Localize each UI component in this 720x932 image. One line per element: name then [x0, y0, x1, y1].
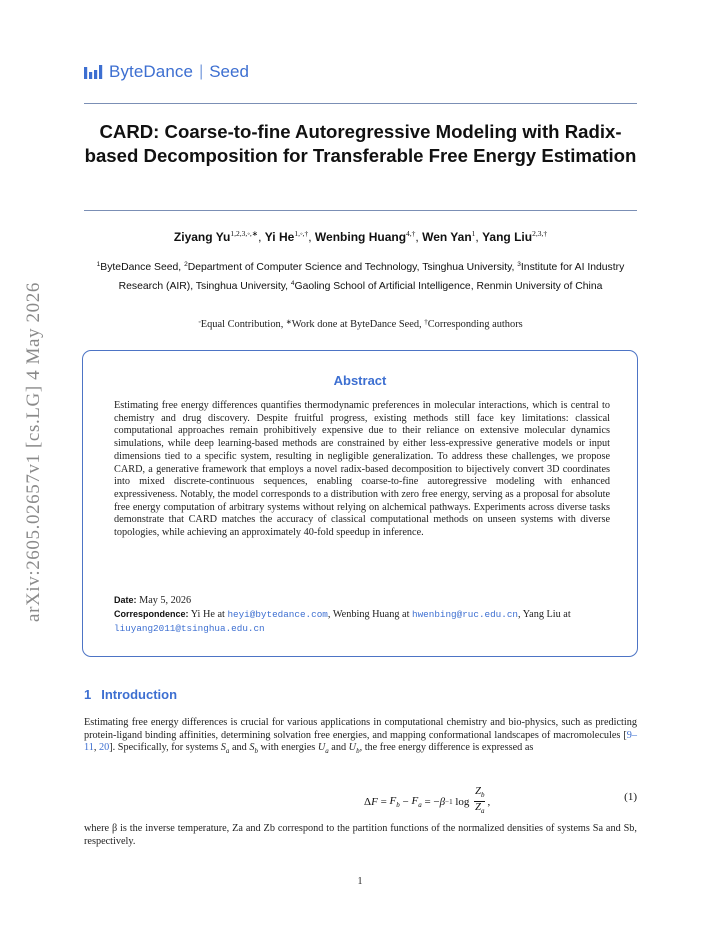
date-value: May 5, 2026 — [139, 595, 192, 606]
email-link[interactable]: hwenbing@ruc.edu.cn — [412, 609, 519, 620]
note-text: Work done at ByteDance Seed, — [291, 319, 425, 330]
date-line — [114, 594, 610, 607]
email-link[interactable]: heyi@bytedance.com — [227, 609, 328, 620]
page-number: 1 — [357, 876, 363, 887]
bytedance-logo-icon — [84, 64, 103, 80]
paper-title: CARD: Coarse-to-fine Autoregressive Modeling with Radix-based Decomposition for Transferable Free Energy Estimation — [84, 121, 637, 166]
equation-number: (1) — [624, 791, 637, 803]
author-name: Wen Yan — [422, 230, 472, 244]
note-mark: ◦ — [198, 318, 201, 326]
arxiv-stamp-text: arXiv:2605.02657v1 [cs.LG] 4 May 2026 — [23, 282, 44, 622]
author-marks: 1,2,3,◦,∗ — [230, 229, 259, 238]
abstract-heading: Abstract — [333, 373, 387, 388]
citation-separator: , — [93, 742, 99, 754]
note-text: Equal Contribution, — [200, 319, 286, 330]
author-marks: 4,† — [406, 229, 416, 238]
note-text: Corresponding authors — [427, 319, 523, 330]
intro-paragraph: Estimating free energy differences is crucial for various applications in computational chemistry and bio-physics, such as predicting protein-ligand binding affinities, determining solvation free energies, and mapping conformational landscapes of macromolecules [9–11, 20]. Specifically, for systems $S_a$ and $S_b$ with energies $U_a$ and $U_b$, the free energy difference is expressed as — [84, 717, 637, 756]
brand-name: ByteDance — [109, 62, 194, 81]
affiliation-mark: 3 — [517, 261, 521, 268]
correspondence-suffix: , — [327, 609, 333, 620]
arxiv-stamp — [14, 262, 54, 642]
equation-1 — [84, 782, 637, 816]
citation-link[interactable]: 20 — [99, 742, 110, 754]
affiliation-list: $^1$ByteDance Seed, $^2$Department of Computer Science and Technology, Tsinghua University, $^3$Institute for AI Industry Research (AIR), Tsinghua University, $^4$Gaoling School of Artificial Intelligence, Renmin University of China — [96, 261, 625, 292]
author-name: Ziyang Yu — [173, 230, 231, 244]
citation-link[interactable]: 9–11 — [84, 729, 637, 754]
author-name: Wenbing Huang — [314, 230, 407, 244]
author-list: Ziyang $Yu^{1,2,3,◦,∗}$, Yi $He^{1,◦,\dagger}$, Wenbing Huang$^{4,\dagger}$, Wen Yan$^1$, Yang Liu$^{2,3,\dagger}$ — [173, 229, 548, 244]
author-marks: 2,3,† — [532, 229, 548, 238]
equation-body: Δ F = $F_b$ − $F_a$ = − β −1 log $\frac{Z_b}{Z_a}$ , — [364, 786, 491, 816]
note-mark: ∗ — [285, 318, 292, 326]
section-title: Introduction — [101, 687, 178, 702]
correspondence-line — [114, 607, 610, 636]
section-heading — [84, 687, 177, 702]
intro-text: Estimating free energy differences is crucial for various applications in computational chemistry and bio-physics, such as predicting protein-ligand binding affinities, determining solvation free energies, and mapping conformational landscapes of macromolecules [ — [84, 717, 637, 741]
author-name: Yi He — [264, 230, 295, 244]
abstract-box — [82, 350, 638, 657]
correspondence-suffix: , — [518, 609, 523, 620]
date-label: Date: — [114, 595, 137, 605]
correspondence-prefix: Yi He at — [190, 609, 228, 620]
author-marks: 1,◦,† — [294, 229, 309, 238]
equation-fraction: $\frac{Z_b}{Z_a}$ — [475, 786, 485, 816]
brand-separator: | — [199, 63, 204, 80]
affiliation-mark: 4 — [290, 280, 295, 287]
affiliation-item: ByteDance Seed — [100, 262, 179, 273]
affiliation-item: Department of Computer Science and Technology, Tsinghua University — [187, 262, 512, 273]
affiliation-mark: 1 — [96, 261, 101, 268]
email-link[interactable]: liuyang2011@tsinghua.edu.cn — [114, 623, 265, 634]
abstract-body: Estimating free energy differences quantifies thermodynamic preferences in molecular interactions, which is central to chemistry and drug discovery. Despite fruitful progress, existing methods still face key limitations: classical computational approaches remain prohibitively expensive due to their reliance on extensive molecular dynamics simulations, while deep learning-based methods are constrained by either less-expressive generative models or input dimensions tied to a specific system, resulting in negligible generalization. To address these challenges, we propose CARD, a generative framework that employs a novel radix-based decomposition to bijectively convert 3D coordinates into mixed discrete-continuous sequences, enabling coarse-to-fine autoregressive modeling with enhanced expressiveness. Notably, the model corresponds to a distribution with zero free energy, serving as a proposal for absolute free energy computation of arbitrary systems without relying on alchemical pathways. Experiments across diverse tasks demonstrate that CARD matches the accuracy of classical computational methods on unseen systems with diverse topologies, while achieving an approximately 40-fold speedup in inference. — [114, 400, 610, 539]
author-notes — [84, 318, 637, 330]
title-top-rule — [84, 103, 637, 104]
correspondence-prefix: Wenbing Huang at — [332, 609, 412, 620]
correspondence-prefix: Yang Liu at — [522, 609, 571, 620]
author-name: Yang Liu — [482, 230, 533, 244]
intro-text: ]. Specifically, for systems — [109, 742, 221, 754]
brand-product: Seed — [209, 62, 249, 81]
brand-header — [84, 62, 249, 82]
affiliation-item: Institute for AI Industry Research (AIR), Tsinghua University — [118, 262, 625, 292]
affiliation-item: Gaoling School of Artificial Intelligence, Renmin University of China — [294, 281, 603, 292]
note-mark: † — [424, 318, 428, 326]
author-marks: 1 — [471, 229, 476, 238]
correspondence-label: Correspondence: — [114, 609, 189, 619]
section-number: 1 — [84, 687, 92, 702]
equation-explanation: where β is the inverse temperature, Za and Zb correspond to the partition functions of the normalized densities of systems Sa and Sb, respectively. — [84, 823, 637, 847]
title-bottom-rule — [84, 210, 637, 211]
affiliation-mark: 2 — [184, 261, 188, 268]
